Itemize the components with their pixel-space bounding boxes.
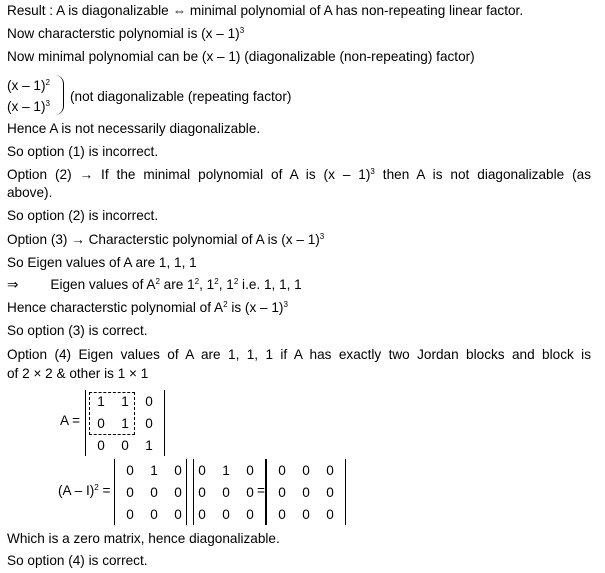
option3-line: Option (3) → Characterstic polynomial of A is (x – 1)$^3$ (7, 232, 325, 247)
jordan-block-2x2 (89, 392, 135, 435)
option1-incorrect: So option (1) is incorrect. (7, 144, 159, 159)
matrix-cell: 0 (174, 506, 182, 522)
repeated-factor-cases: (x – 1)$^2$ (x – 1)$^3$ (7, 78, 50, 114)
matrix-cell: 0 (150, 506, 158, 522)
option3-correct: So option (3) is correct. (7, 323, 148, 338)
matrix-cell: 1 (145, 437, 153, 453)
matrix-cell: 0 (278, 462, 286, 478)
implies-line: ⇒ Eigen values of $A^2$ are $1^2$, $1^2$, $1^2$ i.e. 1, 1, 1 (7, 277, 302, 292)
matrix-cell: 0 (246, 462, 254, 478)
min-poly-line: Now minimal polynomial can be (x – 1) (diagonalizable (non-repeating) factor) (7, 49, 475, 64)
matrix-cell: 1 (121, 393, 129, 409)
option4-continued: of 2 × 2 & other is 1 × 1 (7, 366, 149, 381)
matrix-cell: 0 (222, 506, 230, 522)
right-brace (55, 75, 64, 115)
char-poly-line: Now characterstic polynomial is (x – 1)$^3$ (7, 26, 245, 41)
hence-char-line: Hence characterstic polynomial of $A^2$ is (x – 1)$^3$ (7, 300, 288, 315)
matrix-cell: 0 (198, 462, 206, 478)
matrix-cell: 0 (145, 393, 153, 409)
matrix-cell: 0 (174, 484, 182, 500)
matrix-cell: 0 (121, 437, 129, 453)
matrix-cell: 1 (121, 415, 129, 431)
matrix-cell: 0 (198, 484, 206, 500)
hence-not-line: Hence A is not necessarily diagonalizable. (7, 121, 261, 136)
matrix-cell: 0 (222, 484, 230, 500)
matrix-cell: 0 (326, 462, 334, 478)
matrix-cell: 0 (174, 462, 182, 478)
bracket-note: (not diagonalizable (repeating factor) (70, 89, 292, 104)
matrix-cell: 0 (278, 484, 286, 500)
option2-incorrect: So option (2) is incorrect. (7, 208, 159, 223)
matrix-cell: 0 (126, 506, 134, 522)
matrix-cell: 0 (246, 484, 254, 500)
matrix-cell: 1 (150, 462, 158, 478)
a-minus-i-label: (A – I)$^2$ = (58, 483, 111, 498)
matrix-cell: 0 (145, 415, 153, 431)
matrix-cell: 0 (326, 506, 334, 522)
option2-continued: above). (7, 185, 53, 200)
matrix-cell: 0 (126, 462, 134, 478)
matrix-zero (266, 459, 346, 525)
matrix-a-label: A = (60, 413, 81, 428)
matrix-cell: 0 (150, 484, 158, 500)
matrix-cell: 1 (97, 393, 105, 409)
matrix-cell: 0 (97, 437, 105, 453)
matrix-cell: 0 (246, 506, 254, 522)
option4-correct: So option (4) is correct. (7, 553, 148, 568)
result-line: Result : A is diagonalizable ⇔ minimal polynomial of A has non-repeating linear factor. (7, 3, 524, 18)
matrix-cell: 0 (302, 484, 310, 500)
matrix-cell: 0 (302, 506, 310, 522)
matrix-cell: 0 (278, 506, 286, 522)
matrix-cell: 0 (326, 484, 334, 500)
matrix-cell: 0 (126, 484, 134, 500)
matrix-cell: 0 (97, 415, 105, 431)
eigen-values-line: So Eigen values of A are 1, 1, 1 (7, 255, 197, 270)
option4-line: Option (4) Eigen values of A are 1, 1, 1 if A has exactly two Jordan blocks and block is (7, 347, 591, 362)
matrix-cell: 0 (302, 462, 310, 478)
implies-arrow: ⇒ (7, 277, 19, 292)
matrix-cell: 1 (222, 462, 230, 478)
equals-sign: = (257, 483, 265, 498)
matrix-n-second (186, 459, 266, 525)
zero-matrix-line: Which is a zero matrix, hence diagonalizable. (7, 531, 280, 546)
matrix-cell: 0 (198, 506, 206, 522)
option2-line: Option (2) → If the minimal polynomial of A is (x – 1)$^3$ then A is not diagonalizable (as (7, 167, 591, 182)
matrix-n-first (114, 459, 194, 525)
